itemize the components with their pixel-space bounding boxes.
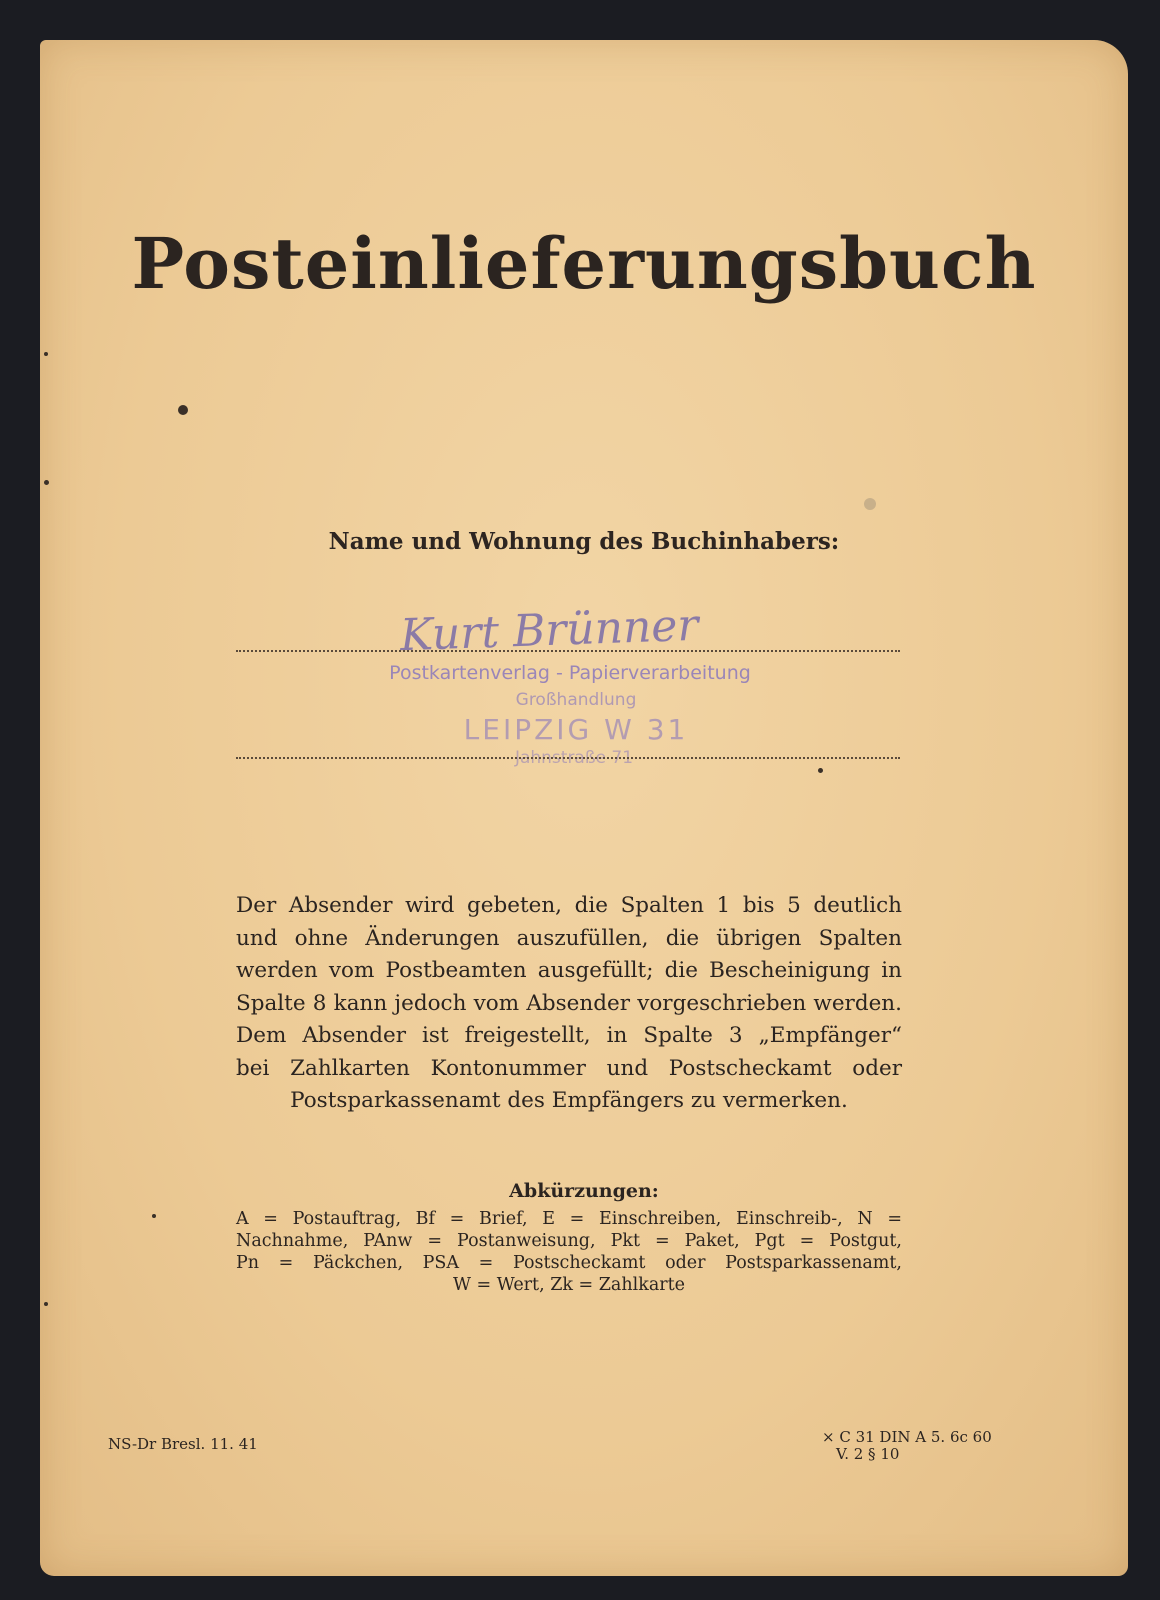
ink-speck	[818, 768, 823, 773]
instruction-line: bei Zahlkarten Kontonummer und Postscheckamt oder	[236, 1055, 902, 1081]
handwritten-signature: Kurt Brünner	[399, 599, 700, 662]
instruction-line: Spalte 8 kann jedoch vom Absender vorgeschrieben werden.	[236, 990, 902, 1016]
instruction-line: Dem Absender ist freigestellt, in Spalte 3 „Empfänger“	[236, 1023, 902, 1048]
ink-speck	[44, 480, 49, 485]
holder-label: Name und Wohnung des Buchinhabers:	[328, 528, 840, 555]
stamp-line-4: Jahnstraße 71	[514, 748, 634, 768]
abbreviations-heading: Abkürzungen:	[509, 1180, 659, 1202]
ink-speck	[44, 1302, 48, 1306]
name-dotted-line	[236, 650, 900, 652]
abbreviation-line: Nachnahme, PAnw = Postanweisung, Pkt = Paket, Pgt = Postgut,	[236, 1231, 902, 1251]
abbreviations-list	[236, 1208, 902, 1296]
paper-sheet	[40, 40, 1128, 1576]
stain-spot	[864, 498, 876, 510]
address-dotted-line	[236, 757, 900, 759]
ink-speck	[44, 352, 48, 356]
document-title: Posteinlieferungsbuch	[131, 222, 1037, 305]
print-code: NS-Dr Bresl. 11. 41	[108, 1435, 258, 1453]
stamp-line-2: Großhandlung	[515, 690, 637, 710]
form-code-line: V. 2 § 10	[836, 1445, 900, 1463]
form-code-line: × C 31 DIN A 5. 6c 60	[822, 1428, 992, 1446]
abbreviation-line: A = Postauftrag, Bf = Brief, E = Einschreiben, Einschreib-, N =	[236, 1209, 902, 1229]
ink-speck	[178, 405, 188, 415]
ink-speck	[152, 1214, 156, 1218]
instruction-line: werden vom Postbeamten ausgefüllt; die Bescheinigung in	[236, 958, 902, 983]
form-code	[822, 1429, 992, 1463]
instruction-line: Der Absender wird gebeten, die Spalten 1 bis 5 deutlich	[236, 893, 902, 918]
instructions-paragraph	[236, 890, 902, 1118]
abbreviation-line: Pn = Päckchen, PSA = Postscheckamt oder Postsparkassenamt,	[236, 1253, 902, 1273]
abbreviation-line: W = Wert, Zk = Zahlkarte	[452, 1275, 686, 1295]
stamp-line-3: LEIPZIG W 31	[463, 713, 689, 746]
stamp-line-1: Postkartenverlag - Papierverarbeitung	[389, 662, 751, 684]
instruction-line: und ohne Änderungen auszufüllen, die übrigen Spalten	[236, 925, 902, 951]
instruction-line: Postsparkassenamt des Empfängers zu vermerken.	[290, 1088, 848, 1113]
